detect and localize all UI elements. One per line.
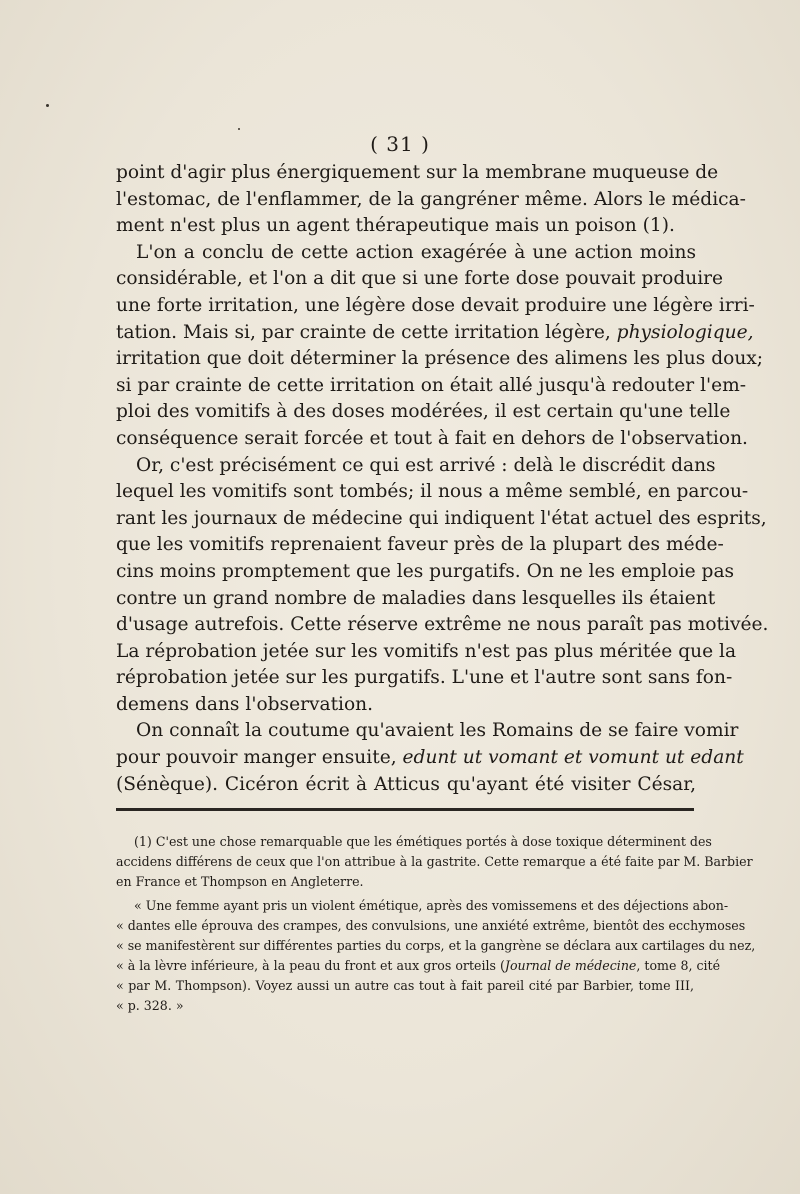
body-line-text: tation. Mais si, par crainte de cette irritation légère, [116, 321, 617, 343]
footnote-line-text: « à la lèvre inférieure, à la peau du front et aux gros orteils ( [116, 958, 505, 973]
body-line: lequel les vomitifs sont tombés; il nous a même semblé, en parcou- [116, 481, 749, 503]
body-line: une forte irritation, une légère dose devait produire une légère irri- [116, 294, 755, 316]
italic-journal-title: Journal de médecine [504, 958, 637, 973]
footnote-line-text: , tome 8, cité [636, 958, 721, 973]
body-line: ment n'est plus un agent thérapeutique mais un poison (1). [116, 215, 675, 237]
footnotes [116, 832, 756, 1016]
body-line: d'usage autrefois. Cette réserve extrême ne nous paraît pas motivée. [116, 614, 769, 636]
body-line: (Sénèque). Cicéron écrit à Atticus qu'ayant été visiter César, [116, 773, 696, 795]
body-line-text: pour pouvoir manger ensuite, [116, 747, 403, 769]
body-line: conséquence serait forcée et tout à fait en dehors de l'observation. [116, 427, 748, 449]
body-line-with-italic [116, 745, 744, 772]
body-line: ploi des vomitifs à des doses modérées, il est certain qu'une telle [116, 401, 731, 423]
body-line: irritation que doit déterminer la présence des alimens les plus doux; [116, 348, 764, 370]
italic-latin-quote: edunt ut vomant et vomunt ut edant [402, 747, 744, 769]
body-line: cins moins promptement que les purgatifs. On ne les emploie pas [116, 560, 735, 582]
footnote-line-with-italic [116, 956, 721, 976]
body-line: point d'agir plus énergiquement sur la membrane muqueuse de [116, 162, 719, 183]
footnote-line: « Une femme ayant pris un violent émétique, après des vomissemens et des déjections abon- [134, 898, 729, 913]
footnote-line: « par M. Thompson). Voyez aussi un autre cas tout à fait pareil cité par Barbier, tome III, [116, 978, 694, 993]
footnote-line: en France et Thompson en Angleterre. [116, 874, 364, 889]
footnote-line: accidens différens de ceux que l'on attribue à la gastrite. Cette remarque a été faite par M. Barbier [116, 854, 753, 869]
footnote-divider [116, 808, 694, 811]
body-line: La réprobation jetée sur les vomitifs n'est pas plus méritée que la [116, 640, 737, 662]
page-number: ( 31 ) [370, 132, 430, 156]
body-line: que les vomitifs reprenaient faveur près de la plupart des méde- [116, 534, 724, 556]
italic-word: physiologique, [616, 321, 754, 343]
footnote-line: (1) C'est une chose remarquable que les émétiques portés à dose toxique déterminent des [134, 834, 712, 849]
body-line: On connaît la coutume qu'avaient les Romains de se faire vomir [136, 720, 739, 742]
body-line-with-italic [116, 320, 754, 347]
footnote-line: « se manifestèrent sur différentes parties du corps, et la gangrène se déclara aux cartilages du nez, [116, 938, 756, 953]
body-line: considérable, et l'on a dit que si une forte dose pouvait produire [116, 268, 724, 290]
body-line: demens dans l'observation. [116, 693, 374, 715]
body-text [116, 160, 769, 798]
body-line: Or, c'est précisément ce qui est arrivé : delà le discrédit dans [136, 454, 716, 476]
body-line: L'on a conclu de cette action exagérée à une action moins [136, 241, 696, 263]
body-line: réprobation jetée sur les purgatifs. L'une et l'autre sont sans fon- [116, 667, 733, 689]
speck [46, 104, 49, 107]
body-line: si par crainte de cette irritation on était allé jusqu'à redouter l'em- [116, 374, 747, 396]
body-line: rant les journaux de médecine qui indiquent l'état actuel des esprits, [116, 507, 767, 529]
footnote-line: « p. 328. » [116, 998, 184, 1013]
speck [238, 128, 240, 130]
footnote-line: « dantes elle éprouva des crampes, des convulsions, une anxiété extrême, bientôt des ecchymoses [116, 918, 746, 933]
body-line: contre un grand nombre de maladies dans lesquelles ils étaient [116, 587, 716, 609]
body-line: l'estomac, de l'enflammer, de la gangréner même. Alors le médica- [116, 188, 746, 210]
